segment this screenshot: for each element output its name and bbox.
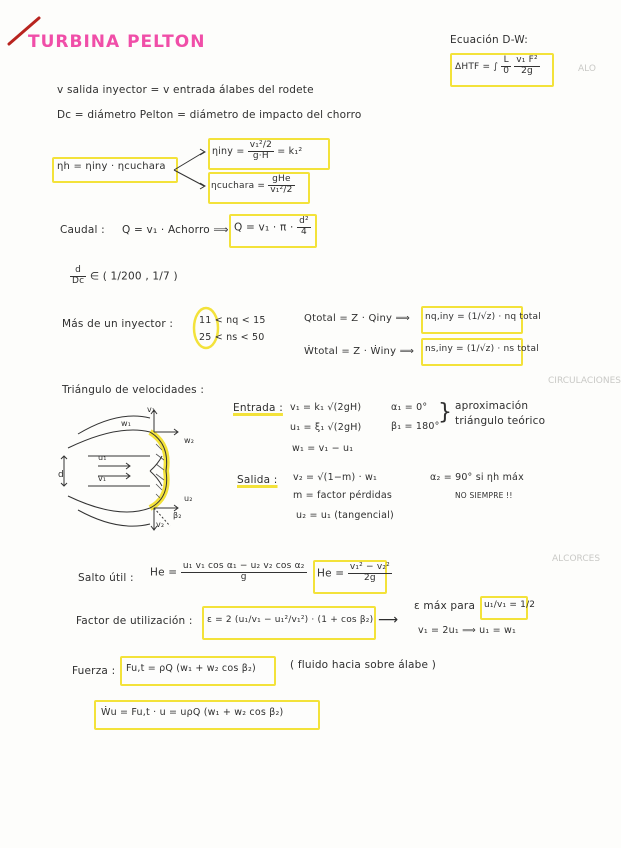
alpha1: α₁ = 0°	[391, 402, 428, 413]
no-siempre: NO SIEMPRE !!	[455, 491, 513, 500]
euler-frac1-num: L	[501, 56, 511, 67]
nq-range: 11 < nq < 15	[199, 315, 266, 326]
factor-equation: ε = 2 (u₁/v₁ − u₁²/v₁²) · (1 + cos β₂)	[207, 615, 374, 625]
eta-cuchara-lhs: ηcuchara =	[211, 180, 266, 191]
entrada-label: Entrada :	[233, 402, 283, 414]
bracket-arrows	[174, 140, 210, 200]
page-title: TURBINA PELTON	[28, 32, 206, 52]
definition-velocity: v salida inyector = v entrada álabes del rodete	[57, 84, 314, 96]
diagram-label-w2: w₂	[184, 436, 195, 445]
caudal-boxed-den: 4	[301, 226, 307, 237]
entrada-u1: u₁ = ξ₁ √(2gH)	[290, 422, 362, 433]
euler-frac2-num: v₁ F²	[516, 55, 538, 65]
ns-range: 25 < ns < 50	[199, 332, 265, 343]
bleed-text-2: CIRCULACIONES	[548, 376, 621, 386]
salto-label: Salto útil :	[78, 572, 134, 584]
ns-iny-equation: ns,iny = (1/√z) · ns total	[425, 344, 539, 354]
approx-line2: triángulo teórico	[455, 415, 546, 427]
diagram-label-b2: β₂	[173, 511, 182, 520]
salida-label: Salida :	[237, 474, 278, 486]
eta-cuchara-equation	[211, 175, 295, 196]
diagram-label-u2: u₂	[184, 494, 193, 503]
caudal-expression: Q = v₁ · Achorro ⟹	[122, 224, 229, 236]
eta-h-equation: ηh = ηiny · ηcuchara	[57, 161, 166, 172]
euler-label: Ecuación D-W:	[450, 34, 528, 46]
triangle-label: Triángulo de velocidades :	[62, 384, 205, 396]
fuerza-label: Fuerza :	[72, 665, 116, 677]
salto-lhs: He =	[150, 566, 178, 579]
diagram-label-d: d	[58, 470, 64, 480]
diagram-label-w1: w₁	[121, 419, 132, 428]
bleed-text-3: ALCORCES	[552, 554, 601, 564]
factor-result: v₁ = 2u₁ ⟹ u₁ = w₁	[418, 625, 516, 636]
salida-m: m = factor pérdidas	[293, 490, 392, 501]
definition-diameter: Dc = diámetro Pelton = diámetro de impacto del chorro	[57, 109, 362, 121]
ratio-range: ∈ ( 1/200 , 1/7 )	[89, 270, 178, 283]
eta-cuchara-den: v₁²/2	[270, 184, 293, 195]
ratio-num: d	[70, 266, 86, 277]
eta-iny-num: v₁²/2	[249, 140, 273, 150]
w-total-equation: Ẇtotal = Z · Ẇiny ⟹	[304, 346, 415, 357]
euler-equation	[455, 56, 540, 77]
fuerza-equation: Fu,t = ρQ (w₁ + w₂ cos β₂)	[126, 663, 256, 674]
fuerza-note: ( fluido hacia sobre álabe )	[290, 659, 436, 671]
salto-box-lhs: He =	[317, 567, 345, 580]
caudal-boxed-lhs: Q = v₁ · π ·	[234, 221, 294, 234]
bleed-text-1: ALO	[578, 64, 596, 74]
factor-label: Factor de utilización :	[76, 615, 193, 627]
factor-max-label: ε máx para	[414, 600, 476, 612]
euler-lhs: ΔHTF = ∫	[455, 61, 499, 72]
entrada-w1: w₁ = v₁ − u₁	[292, 443, 354, 454]
salida-u2: u₂ = u₁ (tangencial)	[296, 510, 394, 521]
diagram-label-v2: v₂	[156, 520, 165, 529]
entrada-v1: v₁ = k₁ √(2gH)	[290, 402, 362, 413]
alpha2: α₂ = 90° si ηh máx	[430, 472, 524, 483]
euler-frac1-den: 0	[503, 65, 510, 76]
factor-max-frac: u₁/v₁ = 1/2	[484, 600, 536, 610]
diagram-label-vv: v₁	[98, 474, 107, 483]
approx-line1: aproximación	[455, 400, 529, 412]
caudal-label: Caudal :	[60, 224, 105, 236]
salto-equation	[150, 562, 307, 583]
eta-cuchara-num: gHe	[268, 175, 294, 186]
beta1: β₁ = 180°	[391, 421, 440, 432]
brace: }	[438, 400, 453, 425]
potencia-equation: Ẇu = Fu,t · u = uρQ (w₁ + w₂ cos β₂)	[101, 707, 284, 718]
salto-num: u₁ v₁ cos α₁ − u₂ v₂ cos α₂	[182, 561, 305, 571]
diagram-label-v1: v₁	[147, 405, 156, 414]
eta-iny-rhs: = k₁²	[277, 145, 303, 157]
pelton-bucket-diagram	[58, 404, 218, 536]
caudal-boxed-equation	[234, 217, 311, 238]
eta-iny-lhs: ηiny =	[212, 145, 245, 157]
salto-box-den: 2g	[364, 572, 376, 583]
eta-iny-den: g·H	[252, 150, 269, 161]
nq-iny-equation: nq,iny = (1/√z) · nq total	[425, 312, 541, 322]
diameter-ratio	[70, 266, 178, 287]
euler-frac2-den: 2g	[521, 65, 533, 76]
salto-boxed-equation	[317, 563, 392, 584]
salto-box-num: v₁² − v₂²	[349, 562, 390, 572]
multi-injector-circle	[192, 306, 220, 350]
q-total-equation: Qtotal = Z · Qiny ⟹	[304, 313, 411, 324]
ratio-den: Dc	[72, 275, 85, 286]
eta-iny-equation	[212, 141, 302, 162]
salto-den: g	[240, 571, 247, 582]
caudal-boxed-num: d²	[299, 216, 309, 226]
diagram-label-u1: u₁	[98, 453, 107, 462]
salida-v2: v₂ = √(1−m) · w₁	[293, 472, 377, 483]
factor-arrow: ⟶	[378, 612, 399, 628]
multi-injector-label: Más de un inyector :	[62, 318, 174, 330]
